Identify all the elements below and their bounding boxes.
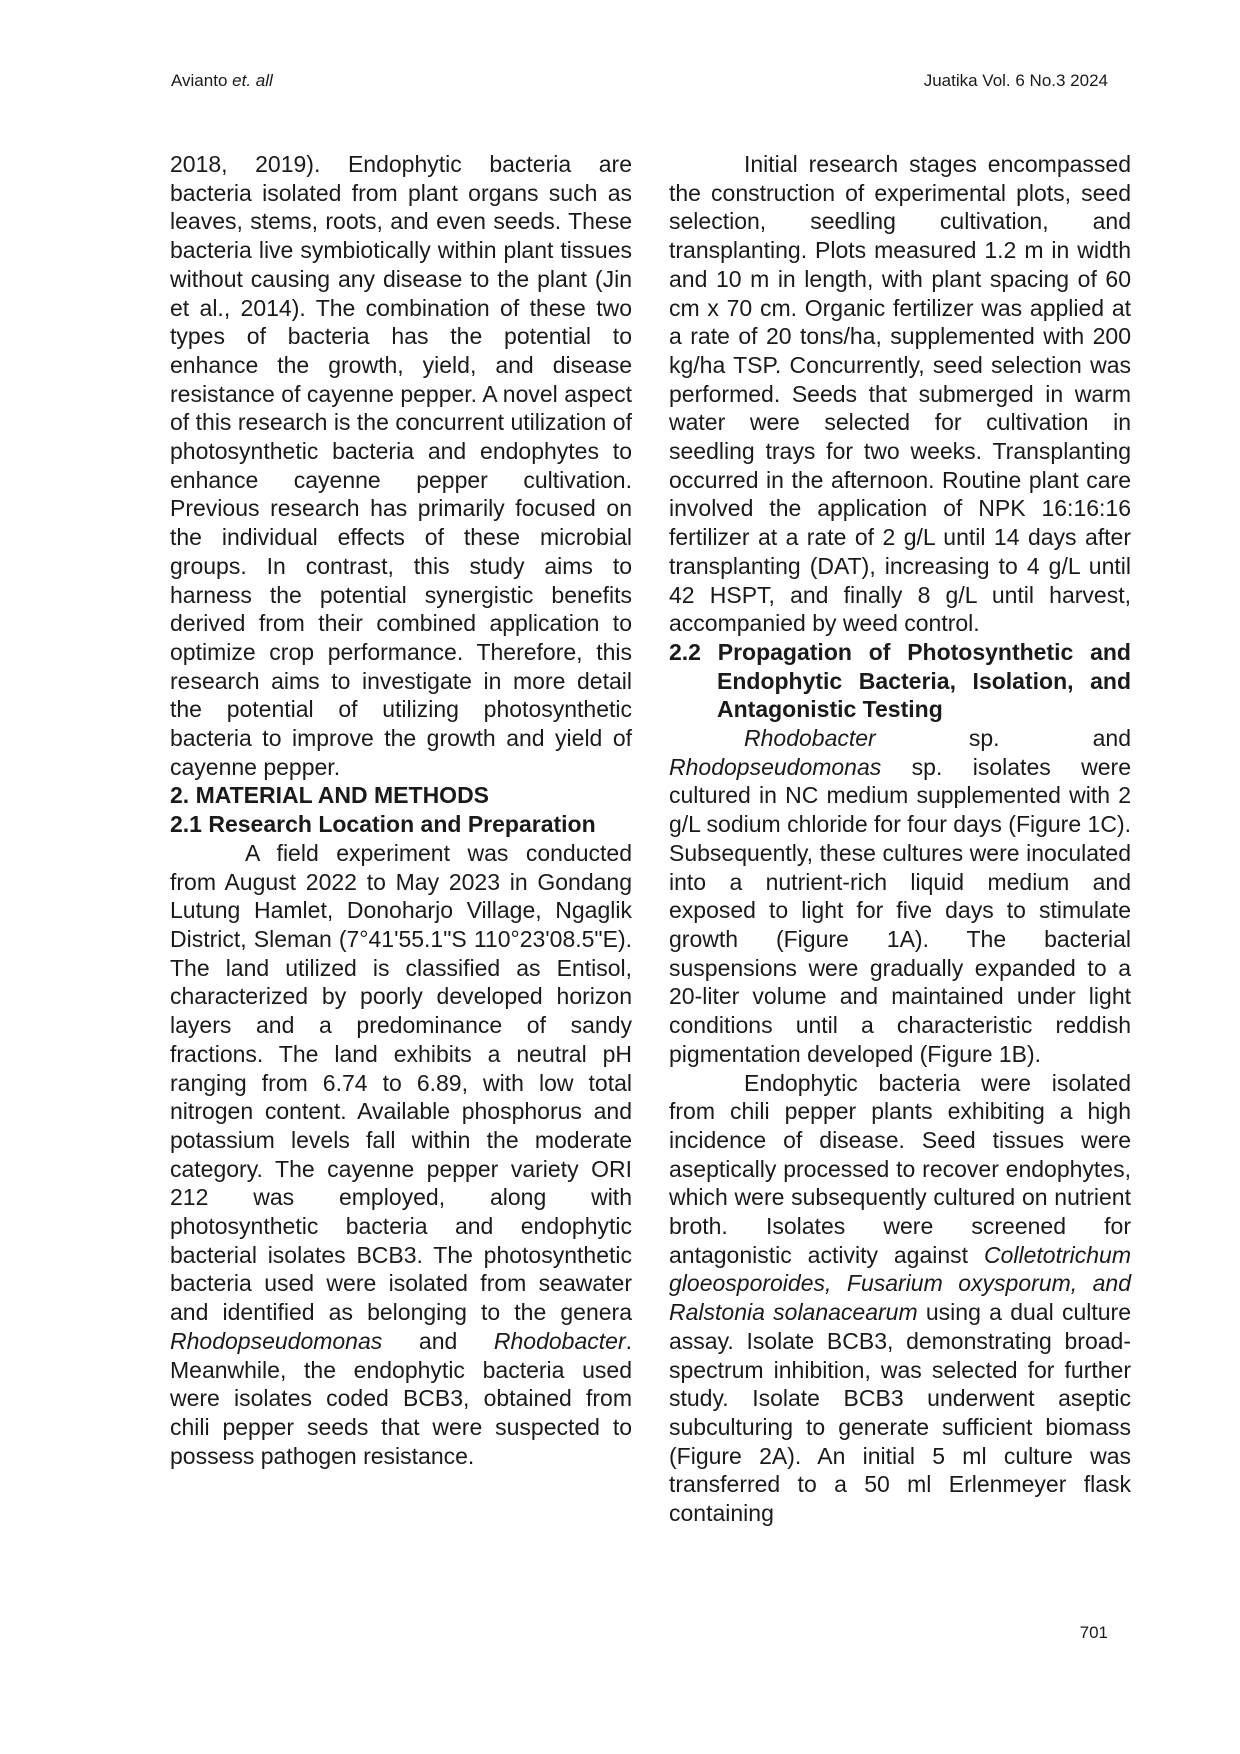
endophyte-text-b: using a dual culture assay. Isolate BCB3, demonstrating broad-spectrum inhibition, was selected for further study. Isolate BCB3 underwent aseptic subculturing to generate sufficient biomass (Figure 2A). An initial 5 ml culture was transferred to a 50 ml Erlenmeyer flask containing	[669, 1299, 1131, 1527]
author-suffix: et. all	[232, 71, 273, 90]
genus-rhodopseudomonas-right: Rhodopseudomonas	[669, 753, 882, 780]
running-header-journal: Juatika Vol. 6 No.3 2024	[923, 71, 1108, 90]
section-heading-methods: 2. MATERIAL AND METHODS	[170, 782, 490, 809]
author-name: Avianto	[171, 71, 228, 90]
genus-rhodobacter: Rhodobacter	[493, 1327, 626, 1354]
location-text-a: A field experiment was conducted from August 2022 to May 2023 in Gondang Lutung Hamlet, Donoharjo Village, Ngaglik District, Sleman (7°41'55.1"S 110°23'08.5"E). The land utilized is classified as Entisol, characterized by poorly developed horizon layers and a predominance of sandy fractions. The land exhibits a neutral pH ranging from 6.74 to 6.89, with low total nitrogen content. Available phosphorus and potassium levels fall within the moderate category. The cayenne pepper variety ORI 212 was employed, along with photosynthetic bacteria and endophytic bacterial isolates BCB3. The photosynthetic bacteria used were isolated from seawater and identified as belonging to the genera	[170, 839, 632, 1326]
intro-paragraph-continued: 2018, 2019). Endophytic bacteria are bacteria isolated from plant organs such as leaves, stems, roots, and even seeds. These bacteria live symbiotically within plant tissues without causing any disease to the plant (Jin et al., 2014). The combination of these two types of bacteria has the potential to enhance the growth, yield, and disease resistance of cayenne pepper. A novel aspect of this research is the concurrent utilization of photosynthetic bacteria and endophytes to enhance cayenne pepper cultivation. Previous research has primarily focused on the individual effects of these microbial groups. In contrast, this study aims to harness the potential synergistic benefits derived from their combined application to optimize crop performance. Therefore, this research aims to investigate in more detail the potential of utilizing photosynthetic bacteria to improve the growth and yield of cayenne pepper.	[170, 151, 632, 780]
propagation-text-mid: sp. and	[875, 725, 1131, 752]
propagation-text-rest: sp. isolates were cultured in NC medium supplemented with 2 g/L sodium chloride for four days (Figure 1C). Subsequently, these cultures were inoculated into a nutrient-rich liquid medium and exposed to light for five days to stimulate growth (Figure 1A). The bacterial suspensions were gradually expanded to a 20-liter volume and maintained under light conditions until a characteristic reddish pigmentation developed (Figure 1B).	[669, 753, 1131, 1067]
running-header-author	[171, 70, 273, 92]
preparation-paragraph: Initial research stages encompassed the construction of experimental plots, seed selection, seedling cultivation, and transplanting. Plots measured 1.2 m in width and 10 m in length, with plant spacing of 60 cm x 70 cm. Organic fertilizer was applied at a rate of 20 tons/ha, supplemented with 200 kg/ha TSP. Concurrently, seed selection was performed. Seeds that submerged in warm water were selected for cultivation in seedling trays for two weeks. Transplanting occurred in the afternoon. Routine plant care involved the application of NPK 16:16:16 fertilizer at a rate of 2 g/L until 14 days after transplanting (DAT), increasing to 4 g/L until 42 HSPT, and finally 8 g/L until harvest, accompanied by weed control.	[669, 151, 1131, 637]
subsection-heading-propagation: 2.2 Propagation of Photosynthetic and Endophytic Bacteria, Isolation, and Antagonistic Testing	[669, 638, 1131, 723]
location-paragraph	[170, 839, 632, 1470]
propagation-paragraph	[669, 724, 1131, 1068]
page-number: 701	[1079, 1623, 1108, 1642]
location-text-and: and	[382, 1327, 494, 1354]
pathogen-species: Colletotrichum gloeosporoides, Fusarium oxysporum, and Ralstonia solanacearum	[669, 1241, 1131, 1326]
subsection-heading-location: 2.1 Research Location and Preparation	[170, 811, 596, 838]
genus-rhodobacter-right: Rhodobacter	[744, 725, 876, 752]
right-column	[669, 150, 1131, 1528]
endophyte-text-a: Endophytic bacteria were isolated from chili pepper plants exhibiting a high incidence of disease. Seed tissues were aseptically processed to recover endophytes, which were subsequently cultured on nutrient broth. Isolates were screened for antagonistic activity against	[669, 1069, 1131, 1268]
genus-rhodopseudomonas: Rhodopseudomonas	[170, 1327, 383, 1354]
left-column	[170, 150, 632, 1470]
endophyte-paragraph	[669, 1069, 1131, 1528]
location-text-b: . Meanwhile, the endophytic bacteria used were isolates coded BCB3, obtained from chili pepper seeds that were suspected to possess pathogen resistance.	[170, 1327, 632, 1469]
